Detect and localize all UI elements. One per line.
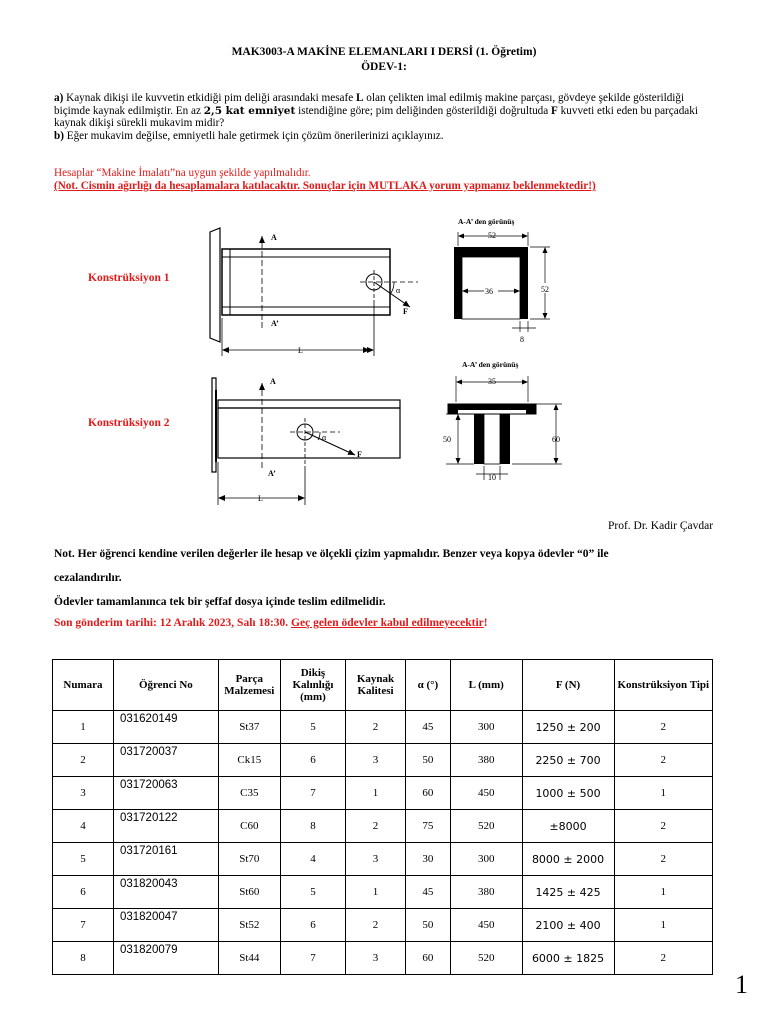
table-cell: 6 bbox=[280, 909, 345, 942]
table-cell: 031720122 bbox=[113, 810, 218, 843]
table-cell: 75 bbox=[405, 810, 450, 843]
dim-50: 50 bbox=[443, 435, 451, 444]
table-cell: St52 bbox=[218, 909, 280, 942]
force-label-2: F bbox=[357, 450, 362, 459]
section-2-drawing bbox=[443, 360, 562, 482]
table-cell: 60 bbox=[405, 942, 450, 975]
part-a-label: a) bbox=[54, 92, 64, 104]
table-cell: St44 bbox=[218, 942, 280, 975]
note-submission: Ödevler tamamlanınca tek bir şeffaf dosya içinde teslim edilmelidir. bbox=[54, 596, 386, 608]
col-header: Konstrüksiyon Tipi bbox=[614, 660, 712, 711]
table-cell: 520 bbox=[450, 942, 522, 975]
table-cell: 2 bbox=[614, 744, 712, 777]
part-b-label: b) bbox=[54, 129, 64, 142]
table-cell: 45 bbox=[405, 876, 450, 909]
table-cell: 6 bbox=[53, 876, 114, 909]
table-cell: 4 bbox=[53, 810, 114, 843]
table-cell: 2100 ± 400 bbox=[522, 909, 614, 942]
table-cell: 520 bbox=[450, 810, 522, 843]
col-header: Parça Malzemesi bbox=[218, 660, 280, 711]
part-a-text-4: kuvveti etki eden bu parçadaki kaynak dikişi sürekli mukavim midir? bbox=[54, 104, 698, 130]
part-b-text: Eğer mukavim değilse, emniyetli hale getirmek için çözüm önerilerinizi açıklayınız. bbox=[63, 129, 444, 142]
table-cell: 2 bbox=[346, 909, 406, 942]
table-cell: 2 bbox=[614, 843, 712, 876]
signature: Prof. Dr. Kadir Çavdar bbox=[608, 520, 714, 532]
dim-35: 35 bbox=[488, 377, 496, 386]
table-cell: 2 bbox=[53, 744, 114, 777]
table-cell: 031720161 bbox=[113, 843, 218, 876]
table-row bbox=[53, 876, 713, 909]
table-cell: 3 bbox=[346, 744, 406, 777]
col-header: F (N) bbox=[522, 660, 614, 711]
table-cell: 450 bbox=[450, 909, 522, 942]
part-a-text-2: olan çelikten imal edilmiş makine parçası, gövdeye şekilde gösterildiği biçimde kaynak edilmiştir. En az bbox=[54, 92, 685, 117]
table-cell: 300 bbox=[450, 843, 522, 876]
wall-1 bbox=[210, 228, 220, 342]
table-cell: 3 bbox=[53, 777, 114, 810]
table-cell: C60 bbox=[218, 810, 280, 843]
table-cell: 50 bbox=[405, 909, 450, 942]
part-a-text-3: istendiğine göre; pim deliğinden gösterildiği doğrultuda bbox=[295, 104, 552, 117]
red-bold-note: (Not. Cismin ağırlığı da hesaplamalara katılacaktır. Sonuçlar için MUTLAKA yorum yapmanız beklenmektedir!) bbox=[54, 180, 596, 192]
table-cell: 6 bbox=[280, 744, 345, 777]
table-cell: 1425 ± 425 bbox=[522, 876, 614, 909]
force-arrow-1 bbox=[374, 282, 410, 307]
table-cell: 4 bbox=[280, 843, 345, 876]
table-cell: 2 bbox=[614, 711, 712, 744]
table-cell: 1 bbox=[53, 711, 114, 744]
table-cell: 1 bbox=[614, 909, 712, 942]
construction-2-drawing bbox=[212, 377, 400, 505]
late-warning: Geç gelen ödevler kabul edilmeyecektir bbox=[291, 617, 484, 629]
section-1-title: A-A’ den görünüş bbox=[458, 217, 515, 226]
table-row bbox=[53, 843, 713, 876]
col-header: Öğrenci No bbox=[113, 660, 218, 711]
table-cell: 1 bbox=[346, 876, 406, 909]
table-cell: 2 bbox=[346, 810, 406, 843]
table-cell: 031720037 bbox=[113, 744, 218, 777]
col-header: Kaynak Kalitesi bbox=[346, 660, 406, 711]
construction-1-drawing bbox=[210, 228, 418, 356]
table-cell: 300 bbox=[450, 711, 522, 744]
section-2-title: A-A’ den görünüş bbox=[462, 360, 519, 369]
document-subtitle: ÖDEV-1: bbox=[361, 61, 407, 73]
table-header-row bbox=[53, 660, 713, 711]
table-cell: 1 bbox=[614, 876, 712, 909]
table-cell: 30 bbox=[405, 843, 450, 876]
table-cell: 031820079 bbox=[113, 942, 218, 975]
table-cell: 6000 ± 1825 bbox=[522, 942, 614, 975]
section-1-drawing bbox=[454, 217, 552, 344]
note-copy-warning: Not. Her öğrenci kendine verilen değerler ile hesap ve ölçekli çizim yapmalıdır. Benzer veya kopya ödevler “0” ile bbox=[54, 548, 609, 560]
assignment-table bbox=[52, 659, 713, 975]
col-header: L (mm) bbox=[450, 660, 522, 711]
symbol-F: F bbox=[551, 104, 558, 117]
table-cell: 5 bbox=[53, 843, 114, 876]
safety-factor: 2,5 kat emniyet bbox=[203, 104, 296, 117]
section-A-prime-label-1: A’ bbox=[271, 319, 279, 328]
construction-2-label: Konstrüksiyon 2 bbox=[88, 417, 170, 429]
table-cell: St60 bbox=[218, 876, 280, 909]
table-cell: 2 bbox=[614, 942, 712, 975]
table-cell: 5 bbox=[280, 711, 345, 744]
dim-36: 36 bbox=[485, 287, 493, 296]
table-cell: 2 bbox=[346, 711, 406, 744]
force-label-1: F bbox=[403, 307, 408, 316]
table-cell: 3 bbox=[346, 942, 406, 975]
table-cell: 60 bbox=[405, 777, 450, 810]
table-cell: 2250 ± 700 bbox=[522, 744, 614, 777]
table-cell: 5 bbox=[280, 876, 345, 909]
table-cell: 380 bbox=[450, 876, 522, 909]
table-cell: 2 bbox=[614, 810, 712, 843]
alpha-label-2: α bbox=[322, 433, 327, 442]
table-cell: 031620149 bbox=[113, 711, 218, 744]
table-cell: 8 bbox=[53, 942, 114, 975]
table-cell: 450 bbox=[450, 777, 522, 810]
table-row bbox=[53, 777, 713, 810]
section-A-prime-label-2: A’ bbox=[268, 469, 276, 478]
table-cell: St70 bbox=[218, 843, 280, 876]
force-arrow-2 bbox=[305, 432, 355, 455]
section-A-label-1: A bbox=[271, 233, 277, 242]
table-row bbox=[53, 711, 713, 744]
table-cell: 7 bbox=[53, 909, 114, 942]
section-A-label-2: A bbox=[270, 377, 276, 386]
table-cell: 8 bbox=[280, 810, 345, 843]
note-deadline bbox=[54, 617, 488, 629]
part-2-flange bbox=[218, 400, 400, 408]
note-copy-warning-cont: cezalandırılır. bbox=[54, 572, 122, 584]
col-header: Dikiş Kalınlığı (mm) bbox=[280, 660, 345, 711]
table-cell: 50 bbox=[405, 744, 450, 777]
deadline-text: Son gönderim tarihi: 12 Aralık 2023, Salı 18:30. bbox=[54, 617, 292, 629]
part-a-text-1: Kaynak dikişi ile kuvvetin etkidiği pim deliği arasındaki mesafe bbox=[63, 92, 357, 104]
part-2-body bbox=[218, 408, 400, 458]
table-cell: 3 bbox=[346, 843, 406, 876]
table-cell: 7 bbox=[280, 777, 345, 810]
table-cell: 8000 ± 2000 bbox=[522, 843, 614, 876]
table-cell: 1000 ± 500 bbox=[522, 777, 614, 810]
table-cell: 1250 ± 200 bbox=[522, 711, 614, 744]
flange-top bbox=[454, 247, 528, 257]
table-cell: ±8000 bbox=[522, 810, 614, 843]
table-row bbox=[53, 810, 713, 843]
table-row bbox=[53, 942, 713, 975]
page-number: 1 bbox=[735, 970, 748, 999]
table-cell: 031720063 bbox=[113, 777, 218, 810]
construction-1-label: Konstrüksiyon 1 bbox=[88, 272, 170, 284]
table-cell: 031820047 bbox=[113, 909, 218, 942]
dim-8: 8 bbox=[520, 335, 524, 344]
dim-60: 60 bbox=[552, 435, 560, 444]
symbol-L: L bbox=[356, 92, 364, 104]
red-note: Hesaplar “Makine İmalatı”na uygun şekilde yapılmalıdır. bbox=[54, 167, 311, 179]
table-cell: 380 bbox=[450, 744, 522, 777]
table-row bbox=[53, 744, 713, 777]
length-label-2: L bbox=[258, 494, 263, 503]
dim-10: 10 bbox=[488, 473, 496, 482]
table-cell: 45 bbox=[405, 711, 450, 744]
table-cell: 7 bbox=[280, 942, 345, 975]
col-header: Numara bbox=[53, 660, 114, 711]
table-cell: C35 bbox=[218, 777, 280, 810]
table-row bbox=[53, 909, 713, 942]
table-cell: Ck15 bbox=[218, 744, 280, 777]
table-cell: St37 bbox=[218, 711, 280, 744]
document-title: MAK3003-A MAKİNE ELEMANLARI I DERSİ (1. Öğretim) bbox=[231, 46, 537, 58]
late-warning-mark: ! bbox=[483, 617, 488, 629]
dim-52-side: 52 bbox=[541, 285, 549, 294]
col-header: α (°) bbox=[405, 660, 450, 711]
length-label-1: L bbox=[298, 346, 303, 355]
dim-52-top: 52 bbox=[488, 231, 496, 240]
table-cell: 031820043 bbox=[113, 876, 218, 909]
alpha-label-1: α bbox=[396, 286, 401, 295]
table-cell: 1 bbox=[346, 777, 406, 810]
table-cell: 1 bbox=[614, 777, 712, 810]
